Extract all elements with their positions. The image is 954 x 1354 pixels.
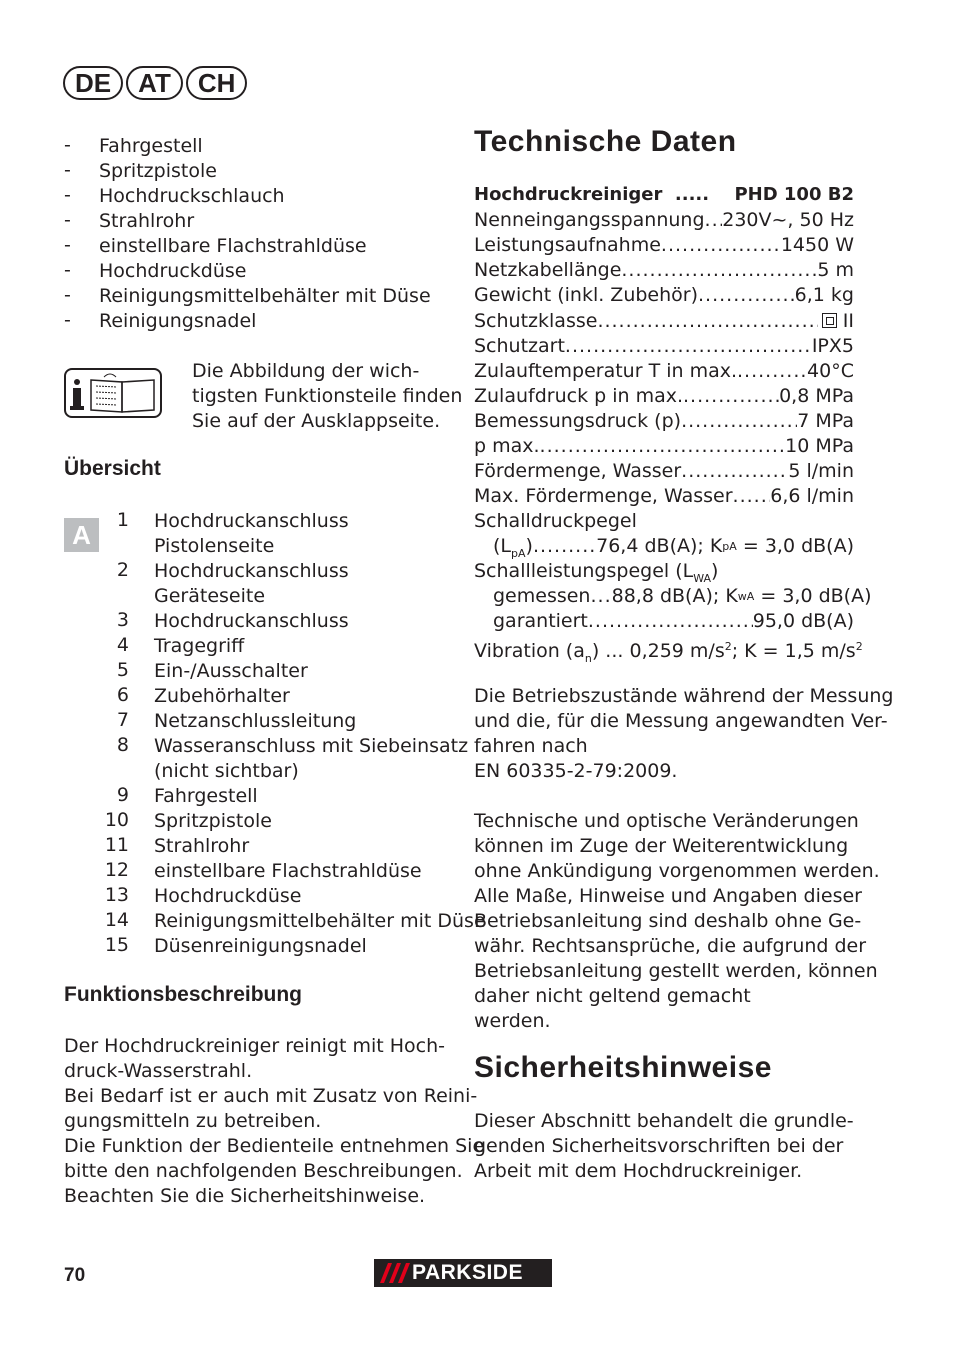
overview-heading: Übersicht [64, 457, 161, 480]
sound-power-label: Schallleistungspegel $(L_{WA})$ [474, 560, 719, 585]
function-text: Der Hochdruckreiniger reinigt mit Hoch- druck-Wasserstrahl. Bei Bedarf ist er auch mit Zusatz von Reini- gungsmitteln zu betreiben. Die Funktion der Bedienteile entnehmen Sie bitte den nachfolgenden Beschreibungen. Beachten Sie die Sicherheitshinweise. [64, 1035, 485, 1207]
model-row: Hochdruckreiniger ..... PHD 100 B2 [474, 184, 854, 205]
list-item: Reinigungsmittelbehälter mit Düse [99, 285, 431, 307]
list-item: Fahrgestell [99, 135, 203, 157]
spec-row: Zulauftemperatur T in max. ..... 40°C [474, 359, 854, 384]
sound-pressure-row: $(L_{pA})$ ..... 76,4 dB(A); K pA = 3,0 dB(A) [493, 534, 854, 559]
function-heading: Funktionsbeschreibung [64, 983, 303, 1006]
spec-row: Leistungsaufnahme ..... 1450 W [474, 233, 854, 258]
info-manual-icon [64, 368, 162, 418]
spec-row: Zulaufdruck p in max. ..... 0,8 MPa [474, 384, 854, 409]
country-badge-at: AT [126, 66, 183, 100]
info-note: Die Abbildung der wich- tigsten Funktionsteile finden Sie auf der Ausklappseite. [192, 360, 463, 432]
vibration-row: Vibration $(a_n)$ ... 0,259 $m/s^2$; K = 1,5 $m/s^2$ [474, 640, 863, 665]
safety-text: Dieser Abschnitt behandelt die grundle- genden Sicherheitsvorschriften bei der Arbeit mit dem Hochdruckreiniger. [474, 1110, 854, 1182]
spec-row: Netzkabellänge ..... 5 m [474, 258, 854, 283]
list-item: Hochdruckschlauch [99, 185, 285, 207]
guaranteed-row: garantiert ..... 95,0 dB(A) [493, 609, 854, 634]
spec-row: Fördermenge, Wasser ..... 5 l/min [474, 459, 854, 484]
spec-row: Gewicht (inkl. Zubehör) ..... 6,1 kg [474, 283, 854, 308]
measurement-note: Die Betriebszustände während der Messung und die, für die Messung angewandten Ver- fahren nach EN 60335-2-79:2009. [474, 685, 894, 782]
country-badge-de: DE [63, 66, 123, 100]
changes-note: Technische und optische Veränderungen können im Zuge der Weiterentwicklung ohne Ankündigung vorgenommen werden. Alle Maße, Hinweise und Angaben dieser Betriebsanleitung sind deshalb ohne Ge- währ. Rechtsansprüche, die aufgrund der Betriebsanleitung gestellt werden, können daher nicht geltend gemacht werden. [474, 810, 880, 1032]
figure-a-badge: A [64, 518, 99, 552]
spec-row: Schutzart ..... IPX5 [474, 334, 854, 359]
measured-row: gemessen ... 88,8 dB(A); K wA = 3,0 dB(A) [493, 585, 872, 607]
logo-stripes-icon [374, 1259, 412, 1287]
protection-class-icon [822, 313, 837, 328]
list-item: einstellbare Flachstrahldüse [99, 235, 367, 257]
list-item: Reinigungsnadel [99, 310, 257, 332]
list-item: Spritzpistole [99, 160, 217, 182]
spec-row: Bemessungsdruck (p) ..... 7 MPa [474, 409, 854, 434]
safety-heading: Sicherheitshinweise [474, 1051, 772, 1084]
country-badges [63, 66, 250, 100]
page-number: 70 [64, 1265, 86, 1286]
tech-heading: Technische Daten [474, 125, 737, 158]
spec-row: p max. ..... 10 MPa [474, 434, 854, 459]
sound-pressure-label: Schalldruckpegel [474, 510, 637, 532]
spec-row: Nenneingangsspannung ..... 230V~, 50 Hz [474, 208, 854, 233]
spec-row: Max. Fördermenge, Wasser ..... 6,6 l/min [474, 484, 854, 509]
country-badge-ch: CH [186, 66, 248, 100]
list-item: Hochdruckdüse [99, 260, 247, 282]
parkside-logo: PARKSIDE [374, 1259, 552, 1287]
spec-row: Schutzklasse ..... II [474, 309, 854, 334]
list-item: Strahlrohr [99, 210, 195, 232]
